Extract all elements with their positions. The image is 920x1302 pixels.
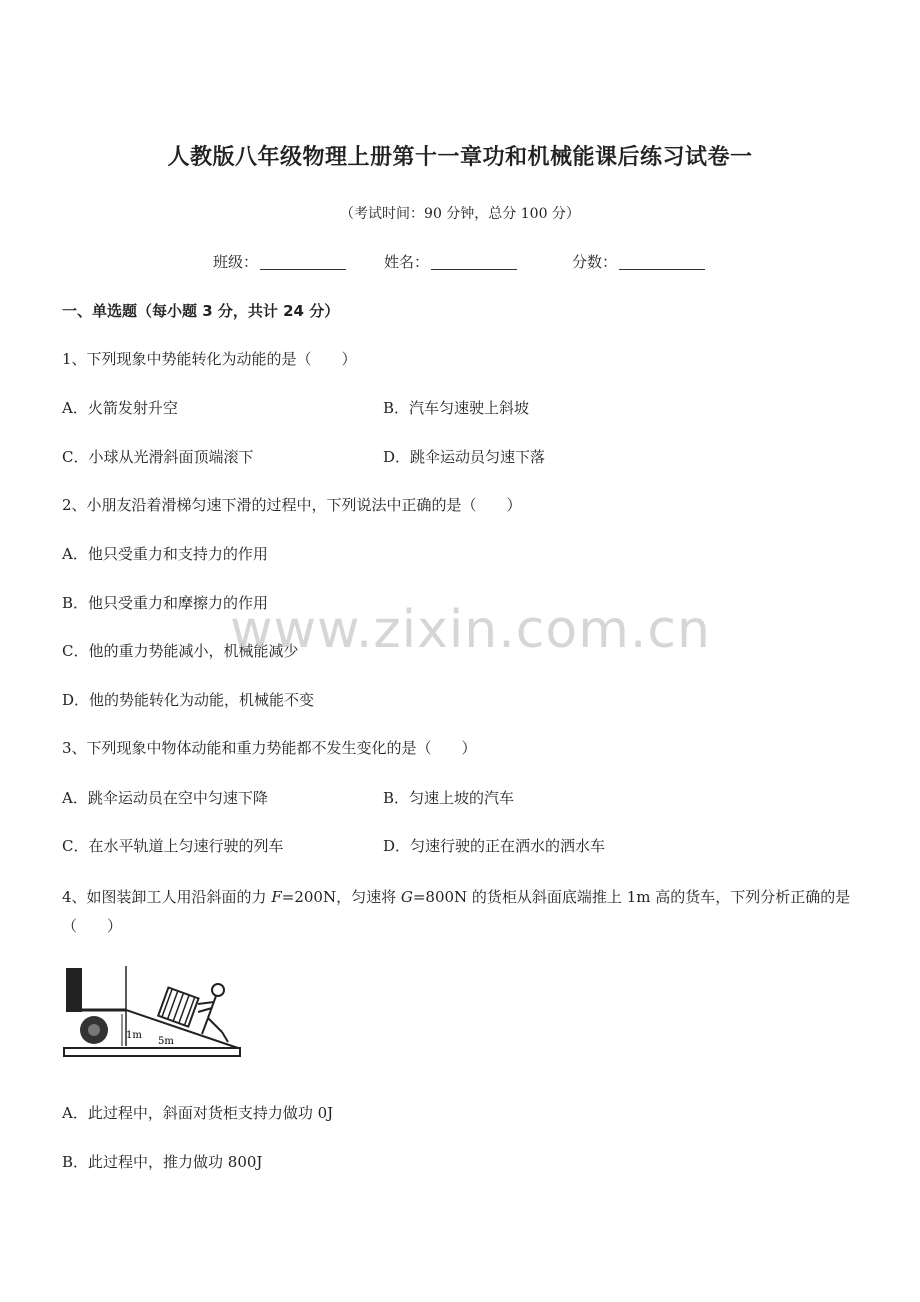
q3-option-b[interactable]: B．匀速上坡的汽车: [383, 789, 515, 807]
score-blank[interactable]: [619, 253, 705, 270]
q4-force-symbol: F: [271, 888, 282, 906]
q2-option-b[interactable]: B．他只受重力和摩擦力的作用: [62, 594, 269, 612]
length-label: 5m: [158, 1036, 174, 1047]
question-3-stem: 3、下列现象中物体动能和重力势能都不发生变化的是（ ）: [62, 739, 477, 757]
question-1-stem: 1、下列现象中势能转化为动能的是（ ）: [62, 350, 357, 368]
q2-option-d[interactable]: D．他的势能转化为动能，机械能不变: [62, 691, 315, 709]
q4-option-a[interactable]: A．此过程中，斜面对货柜支持力做功 0J: [62, 1104, 334, 1122]
q2-option-c[interactable]: C．他的重力势能减小，机械能减少: [62, 642, 299, 660]
worker-figure: [198, 984, 228, 1042]
incline-figure: [62, 962, 244, 1072]
q3-option-d[interactable]: D．匀速行驶的正在洒水的洒水车: [383, 837, 606, 855]
class-label: 班级：: [213, 253, 259, 271]
q1-option-a[interactable]: A．火箭发射升空: [62, 399, 178, 417]
ground: [64, 1048, 240, 1056]
q2-option-a[interactable]: A．他只受重力和支持力的作用: [62, 545, 268, 563]
truck-body: [66, 968, 82, 1012]
question-2-stem: 2、小朋友沿着滑梯匀速下滑的过程中，下列说法中正确的是（ ）: [62, 496, 522, 514]
name-label: 姓名：: [384, 253, 430, 271]
q3-option-a[interactable]: A．跳伞运动员在空中匀速下降: [62, 789, 268, 807]
question-4-stem: [62, 883, 862, 941]
score-field: [572, 251, 705, 272]
height-label: 1m: [126, 1030, 142, 1041]
q4-stem-part-1: 4、如图装卸工人用沿斜面的力: [62, 888, 272, 906]
q1-option-c[interactable]: C．小球从光滑斜面顶端滚下: [62, 448, 254, 466]
q4-weight-symbol: G: [400, 888, 413, 906]
class-field: [213, 251, 346, 272]
score-label: 分数：: [572, 253, 618, 271]
crate: [158, 987, 198, 1026]
exam-title: 人教版八年级物理上册第十一章功和机械能课后练习试卷一: [167, 145, 753, 170]
incline-diagram: [62, 962, 244, 1068]
section-heading: 一、单选题（每小题 3 分，共计 24 分）: [62, 302, 340, 320]
exam-subtitle: （考试时间：90 分钟，总分 100 分）: [340, 206, 580, 222]
q4-stem-part-3: =800N 的货柜从斜面底端推上 1m 高的货车，下列分析正确的是（ ）: [62, 888, 851, 935]
q1-option-b[interactable]: B．汽车匀速驶上斜坡: [383, 399, 530, 417]
q1-option-d[interactable]: D．跳伞运动员匀速下落: [383, 448, 546, 466]
q3-option-c[interactable]: C．在水平轨道上匀速行驶的列车: [62, 837, 284, 855]
name-blank[interactable]: [431, 253, 517, 270]
name-field: [384, 251, 517, 272]
q4-option-b[interactable]: B．此过程中，推力做功 800J: [62, 1153, 263, 1171]
class-blank[interactable]: [260, 253, 346, 270]
wheel-hub: [88, 1024, 100, 1036]
watermark: www.zixin.com.cn: [230, 600, 711, 660]
q4-stem-part-2: =200N，匀速将: [281, 888, 401, 906]
